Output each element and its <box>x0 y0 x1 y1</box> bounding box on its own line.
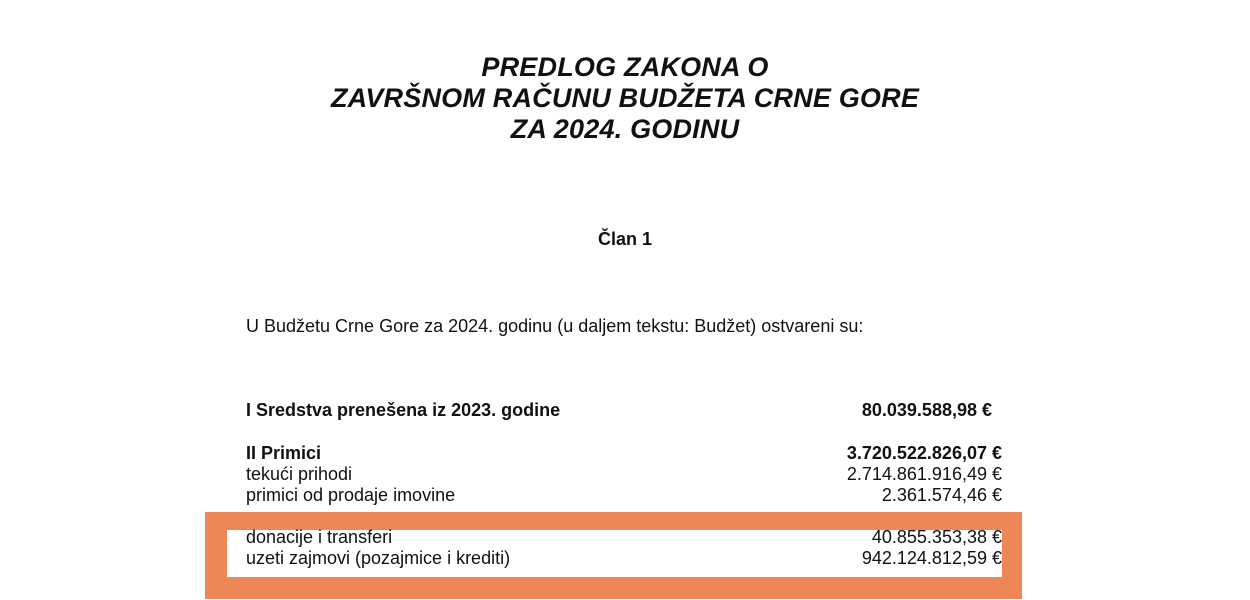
carried-over-row <box>246 400 992 421</box>
title-line-1: PREDLOG ZAKONA O <box>481 52 769 82</box>
receipts-item-value: 40.855.353,38 € <box>871 527 1002 547</box>
receipts-total-value: 3.720.522.826,07 € <box>846 443 1002 463</box>
carried-over-label: I Sredstva prenešena iz 2023. godine <box>246 400 561 420</box>
receipts-item-value: 2.361.574,46 € <box>881 485 1002 505</box>
carried-over-value: 80.039.588,98 € <box>861 400 992 420</box>
receipts-item-value: 942.124.812,59 € <box>861 548 1002 568</box>
receipts-item-label: tekući prihodi <box>246 464 353 484</box>
intro-paragraph: U Budžetu Crne Gore za 2024. godinu (u daljem tekstu: Budžet) ostvareni su: <box>246 316 864 336</box>
receipts-item-value: 2.714.861.916,49 € <box>846 464 1002 484</box>
article-heading: Član 1 <box>597 229 653 249</box>
receipts-item-label: primici od prodaje imovine <box>246 485 456 505</box>
receipts-item-row <box>246 485 1002 506</box>
title-line-3: ZA 2024. GODINU <box>510 114 740 144</box>
receipts-item-row <box>246 527 1002 548</box>
receipts-item-row <box>246 464 1002 485</box>
receipts-item-label: uzeti zajmovi (pozajmice i krediti) <box>246 548 511 568</box>
title-line-2: ZAVRŠNOM RAČUNU BUDŽETA CRNE GORE <box>330 83 920 113</box>
receipts-item-row <box>246 548 1002 569</box>
receipts-total-row <box>246 443 1002 464</box>
receipts-total-label: II Primici <box>246 443 322 463</box>
receipts-item-label: donacije i transferi <box>246 527 393 547</box>
document-title <box>0 52 1250 145</box>
